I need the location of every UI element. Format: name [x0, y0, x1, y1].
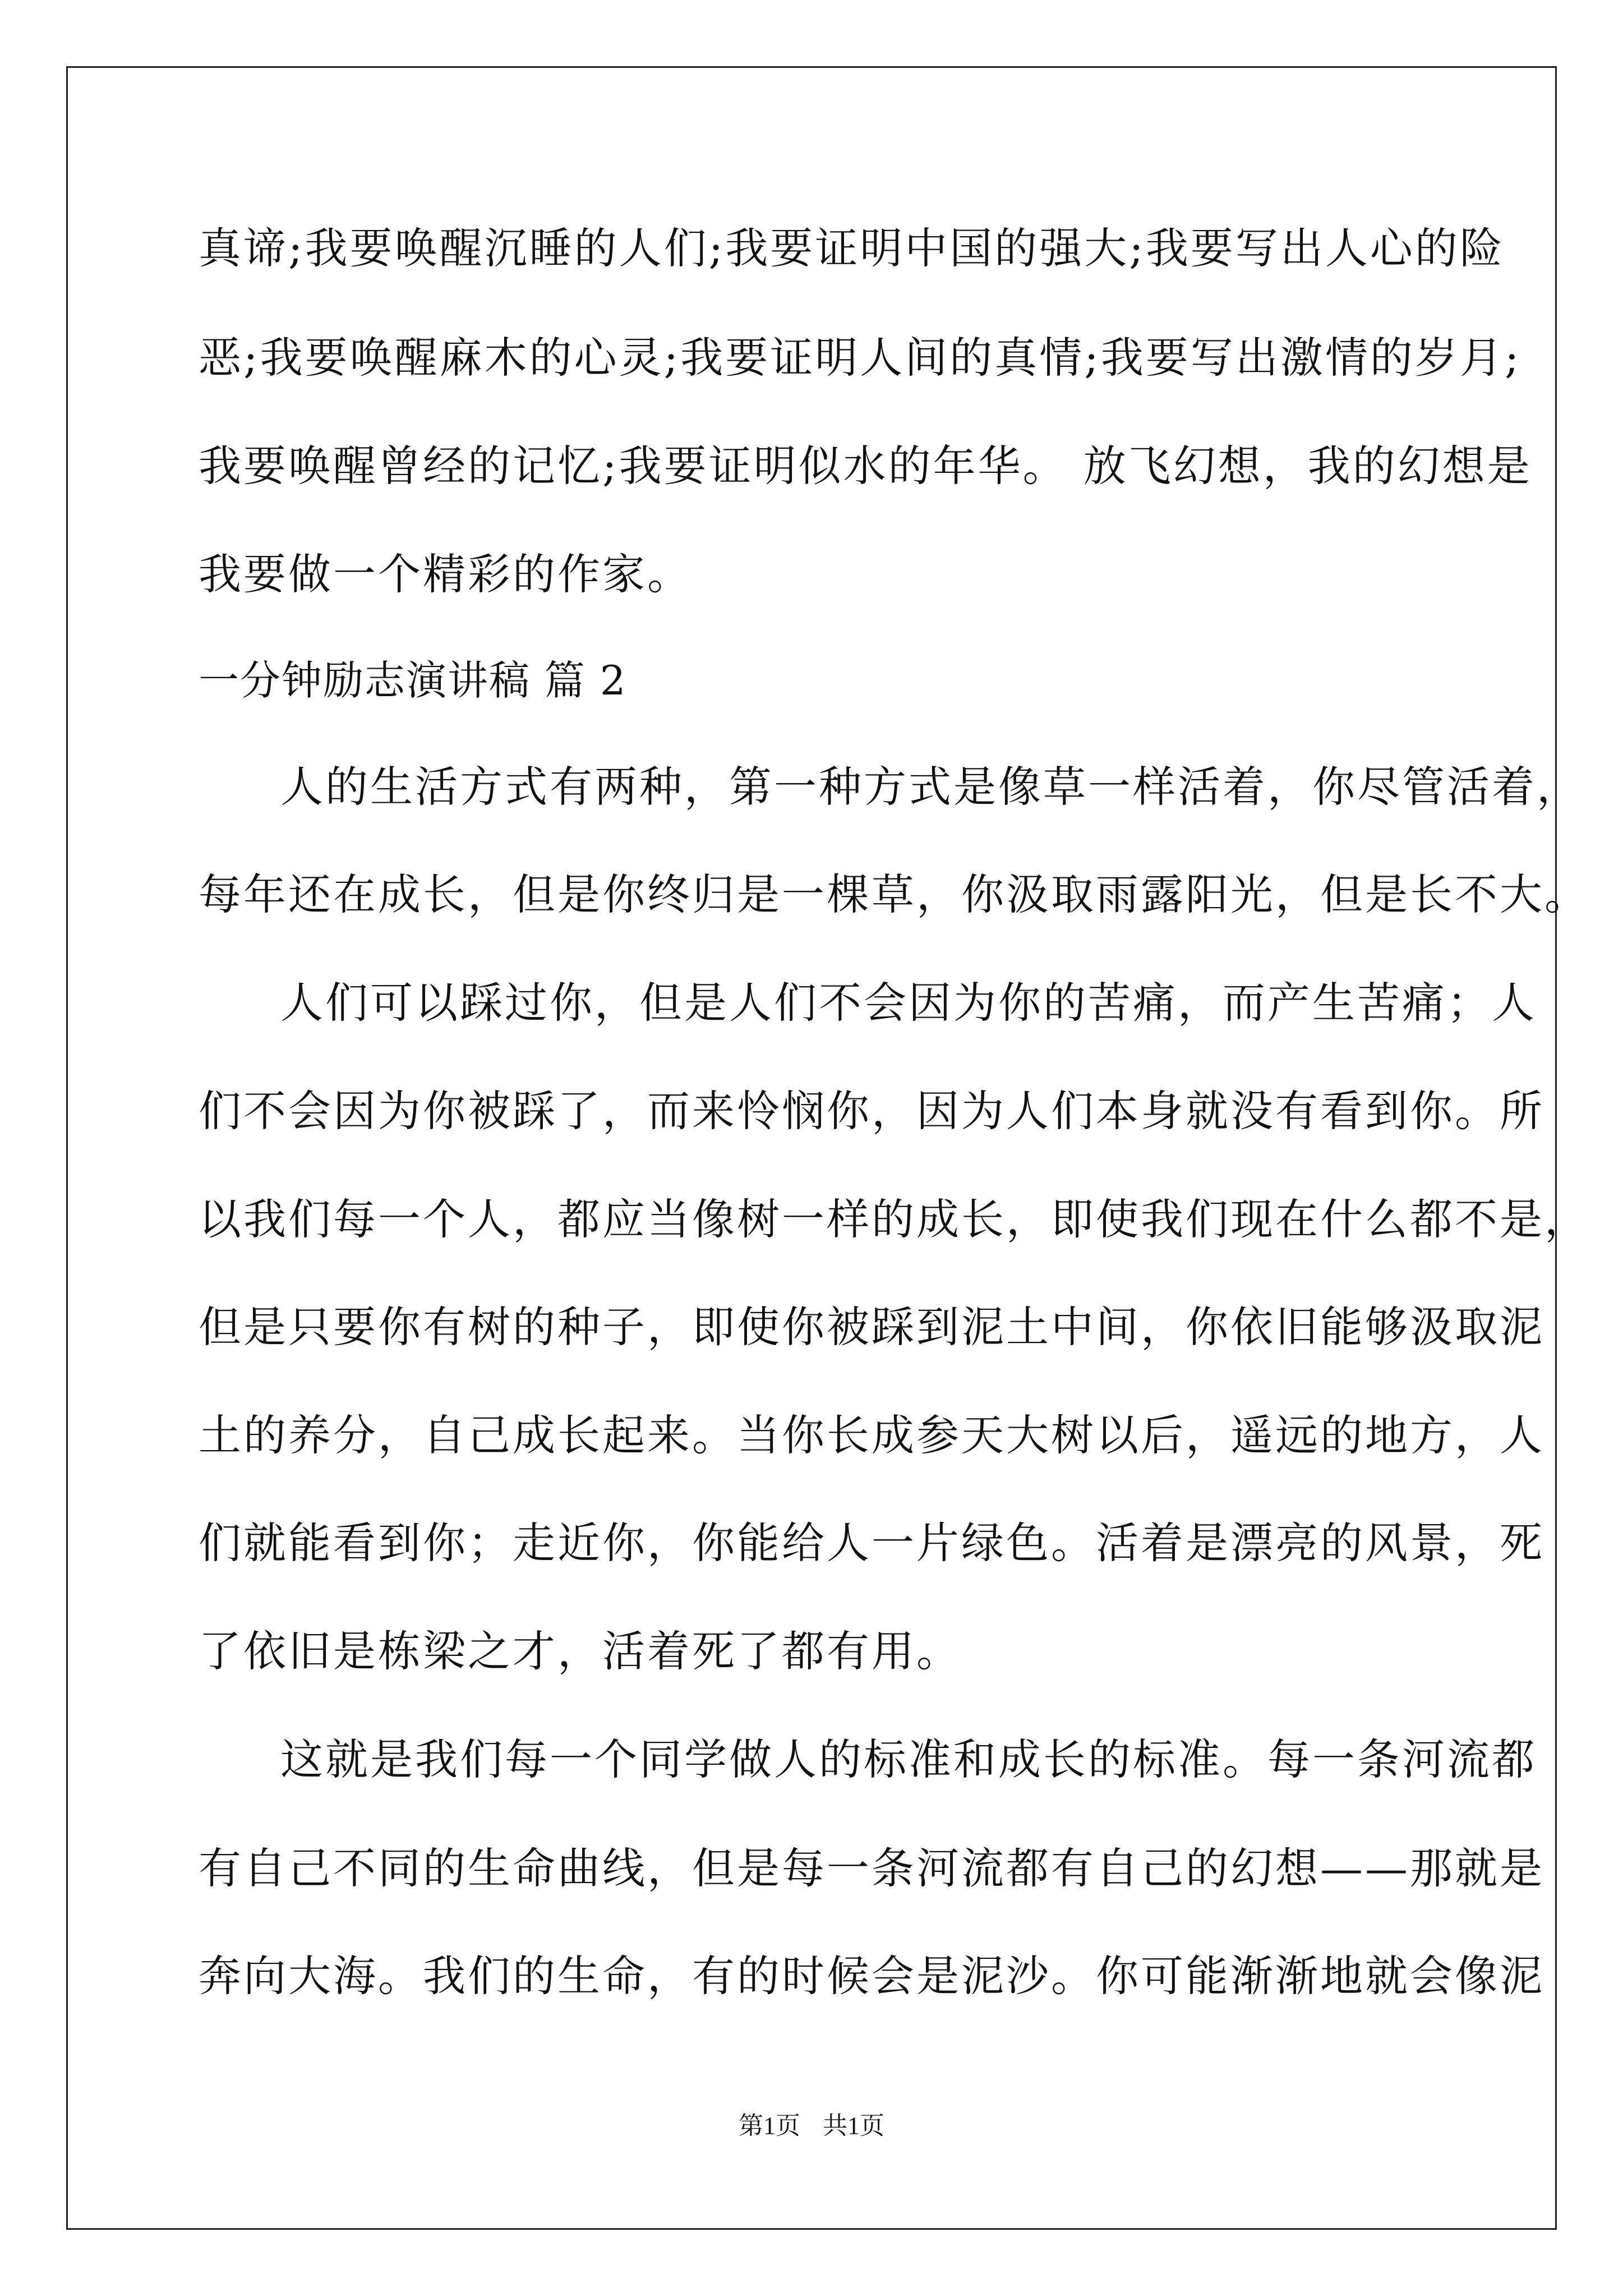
paragraph-line: 有自己不同的生命曲线，但是每一条河流都有自己的幻想——那就是	[199, 1843, 1544, 1893]
page-total: 共1页	[823, 2112, 884, 2139]
paragraph-line: 每年还在成长，但是你终归是一棵草，你汲取雨露阳光，但是长不大。	[199, 869, 1589, 919]
paragraph-line: 们不会因为你被踩了，而来怜悯你，因为人们本身就没有看到你。所	[199, 1086, 1544, 1136]
paragraph-line: 了依旧是栋梁之才，活着死了都有用。	[199, 1626, 961, 1676]
text-line: 恶;我要唤醒麻木的心灵;我要证明人间的真情;我要写出激情的岁月;	[199, 333, 1521, 383]
page-border	[66, 66, 1557, 2230]
section-heading: 一分钟励志演讲稿 篇 2	[199, 657, 627, 704]
text-line: 我要做一个精彩的作家。	[199, 549, 692, 599]
paragraph-line: 人的生活方式有两种，第一种方式是像草一样活着，你尽管活着，	[280, 762, 1581, 812]
text-line: 真谛;我要唤醒沉睡的人们;我要证明中国的强大;我要写出人心的险	[199, 223, 1505, 273]
paragraph-line: 以我们每一个人，都应当像树一样的成长，即使我们现在什么都不是，	[199, 1194, 1589, 1244]
paragraph-line: 人们可以踩过你，但是人们不会因为你的苦痛，而产生苦痛；人	[280, 978, 1537, 1028]
page-footer	[0, 2110, 1623, 2142]
page-number: 第1页	[739, 2112, 800, 2139]
paragraph-line: 奔向大海。我们的生命，有的时候会是泥沙。你可能渐渐地就会像泥	[199, 1951, 1544, 2001]
paragraph-line: 这就是我们每一个同学做人的标准和成长的标准。每一条河流都	[280, 1734, 1537, 1784]
paragraph-line: 土的养分，自己成长起来。当你长成参天大树以后，遥远的地方，人	[199, 1410, 1544, 1460]
text-line: 我要唤醒曾经的记忆;我要证明似水的年华。 放飞幻想，我的幻想是	[199, 441, 1532, 491]
paragraph-line: 但是只要你有树的种子，即使你被踩到泥土中间，你依旧能够汲取泥	[199, 1302, 1544, 1352]
paragraph-line: 们就能看到你；走近你，你能给人一片绿色。活着是漂亮的风景，死	[199, 1518, 1544, 1568]
